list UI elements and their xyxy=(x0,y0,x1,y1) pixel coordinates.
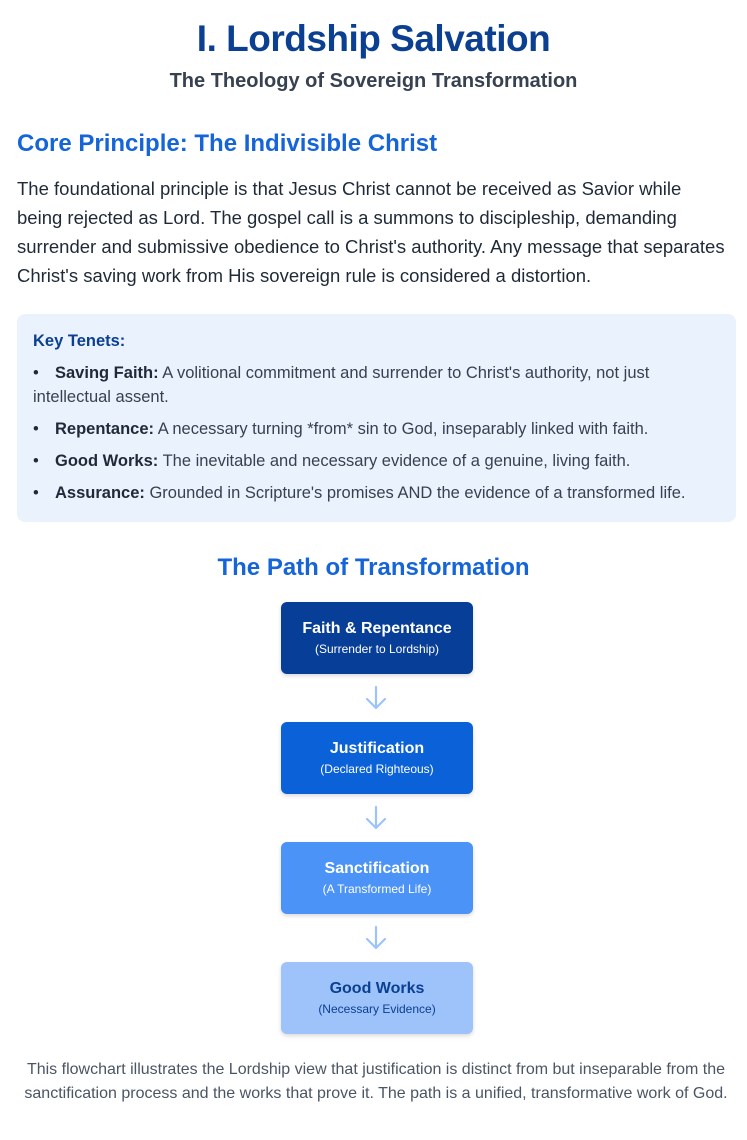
flow-node-sanctification xyxy=(281,842,473,914)
node-title: Justification xyxy=(329,740,425,757)
page-title: I. Lordship Salvation xyxy=(196,18,551,59)
tenet-text: A necessary turning *from* sin to God, inseparably linked with faith. xyxy=(154,420,649,438)
key-tenets-title: Key Tenets: xyxy=(33,332,126,350)
tenet-text: Grounded in Scripture's promises AND the evidence of a transformed life. xyxy=(144,484,686,502)
core-principle-heading: Core Principle: The Indivisible Christ xyxy=(17,130,438,157)
flow-node-justification xyxy=(281,722,473,794)
tenet-text: A volitional commitment and surrender to Christ's authority, not just intellectual assent. xyxy=(33,364,650,406)
tenet-good-works xyxy=(33,449,720,473)
tenet-text: The inevitable and necessary evidence of a genuine, living faith. xyxy=(158,452,631,470)
node-title: Sanctification xyxy=(324,860,430,877)
node-title: Faith & Repentance xyxy=(302,620,452,637)
flow-node-good-works xyxy=(281,962,473,1034)
tenet-assurance xyxy=(33,481,720,505)
flowchart-caption: This flowchart illustrates the Lordship view that justification is distinct from but inseparable from the sanctification process and the works that prove it. The path is a unified, transformative work of God. xyxy=(24,1061,728,1102)
node-subtitle: (Necessary Evidence) xyxy=(318,1002,436,1016)
key-tenets-box xyxy=(17,314,736,522)
tenet-term: Good Works: xyxy=(55,452,159,470)
tenet-term: Assurance: xyxy=(55,484,145,502)
node-subtitle: (Declared Righteous) xyxy=(320,762,434,776)
node-title: Good Works xyxy=(329,980,425,997)
flowchart-heading: The Path of Transformation xyxy=(217,554,530,581)
arrow-down-icon xyxy=(364,684,388,712)
tenet-term: Saving Faith: xyxy=(55,364,159,382)
page-subtitle: The Theology of Sovereign Transformation xyxy=(169,70,578,92)
tenet-saving-faith xyxy=(33,361,720,409)
tenet-repentance xyxy=(33,417,720,441)
arrow-down-icon xyxy=(364,924,388,952)
arrow-down-icon xyxy=(364,804,388,832)
key-tenets-list xyxy=(33,361,720,505)
tenet-term: Repentance: xyxy=(55,420,155,438)
node-subtitle: (Surrender to Lordship) xyxy=(314,642,440,656)
flow-node-faith-repentance xyxy=(281,602,473,674)
node-subtitle: (A Transformed Life) xyxy=(322,882,432,896)
core-principle-paragraph: The foundational principle is that Jesus Christ cannot be received as Savior while being rejected as Lord. The gospel call is a summons to discipleship, demanding surrender and submissive obedience to Christ's authority. Any message that separates Christ's saving work from His sovereign rule is considered a distortion. xyxy=(17,178,725,286)
